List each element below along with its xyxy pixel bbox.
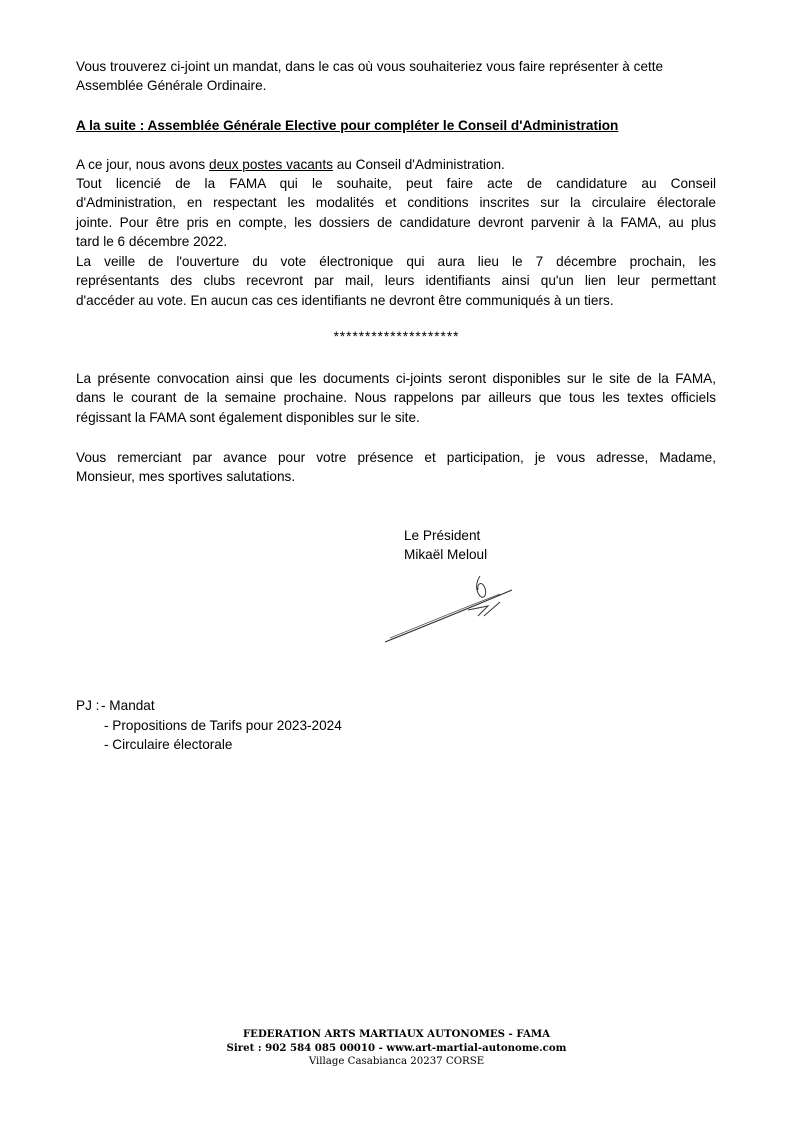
vote-paragraph [76, 252, 716, 310]
vote-line: représentants des clubs recevront par mail, leurs identifiants ainsi qu'un lien leur permettant [76, 273, 716, 289]
candidacy-paragraph [76, 174, 716, 252]
footer-siret-website: Siret : 902 584 085 00010 - www.art-martial-autonome.com [226, 1042, 567, 1054]
candidacy-line: Tout licencié de la FAMA qui le souhaite, peut faire acte de candidature au Conseil [76, 176, 716, 191]
separator: ******************** [333, 329, 460, 344]
attachment-item: - Propositions de Tarifs pour 2023-2024 [104, 718, 342, 733]
intro-line: Assemblée Générale Ordinaire. [76, 78, 267, 94]
signatory-title: Le Président [404, 528, 481, 543]
vacant-posts-highlight: deux postes vacants [209, 157, 333, 172]
footer-organization: FEDERATION ARTS MARTIAUX AUTONOMES - FAMA [242, 1028, 551, 1040]
attachments-label: PJ : [76, 698, 100, 713]
attachment-item: - Circulaire électorale [104, 737, 233, 752]
vacant-posts-paragraph [76, 155, 716, 174]
intro-paragraph [76, 57, 716, 96]
candidacy-line: d'Administration, en respectant les modalités et conditions inscrites sur la circulaire électorale [76, 195, 716, 211]
vacant-posts-before: A ce jour, nous avons [76, 157, 210, 172]
documents-line: La présente convocation ainsi que les documents ci-joints seront disponibles sur le site de la FAMA, [76, 371, 716, 386]
signatory-name: Mikaël Meloul [404, 547, 488, 563]
closing-paragraph [76, 448, 716, 487]
vote-line: La veille de l'ouverture du vote électronique qui aura lieu le 7 décembre prochain, les [76, 254, 716, 269]
documents-line: régissant la FAMA sont également disponibles sur le site. [76, 409, 420, 425]
signature-block [404, 526, 487, 565]
closing-line: Monsieur, mes sportives salutations. [76, 469, 296, 485]
candidacy-line: tard le 6 décembre 2022. [76, 234, 228, 250]
attachment-item: - Mandat [101, 698, 155, 713]
intro-line: Vous trouverez ci-joint un mandat, dans le cas où vous souhaiteriez vous faire représenter à cette [76, 59, 664, 74]
documents-paragraph [76, 369, 716, 427]
documents-line: dans le courant de la semaine prochaine. Nous rappelons par ailleurs que tous les textes officiels [76, 390, 716, 406]
closing-line: Vous remerciant par avance pour votre présence et participation, je vous adresse, Madame, [76, 450, 716, 465]
handwritten-signature [380, 566, 520, 646]
vacant-posts-after: au Conseil d'Administration. [332, 157, 505, 172]
footer-address: Village Casabianca 20237 CORSE [308, 1056, 485, 1067]
section-heading: A la suite : Assemblée Générale Elective pour compléter le Conseil d'Administration [76, 118, 619, 133]
footer [0, 1027, 793, 1069]
vote-line: d'accéder au vote. En aucun cas ces identifiants ne devront être communiqués à un tiers. [76, 292, 614, 308]
candidacy-line: jointe. Pour être pris en compte, les dossiers de candidature devront parvenir à la FAMA, au plus [76, 214, 716, 230]
